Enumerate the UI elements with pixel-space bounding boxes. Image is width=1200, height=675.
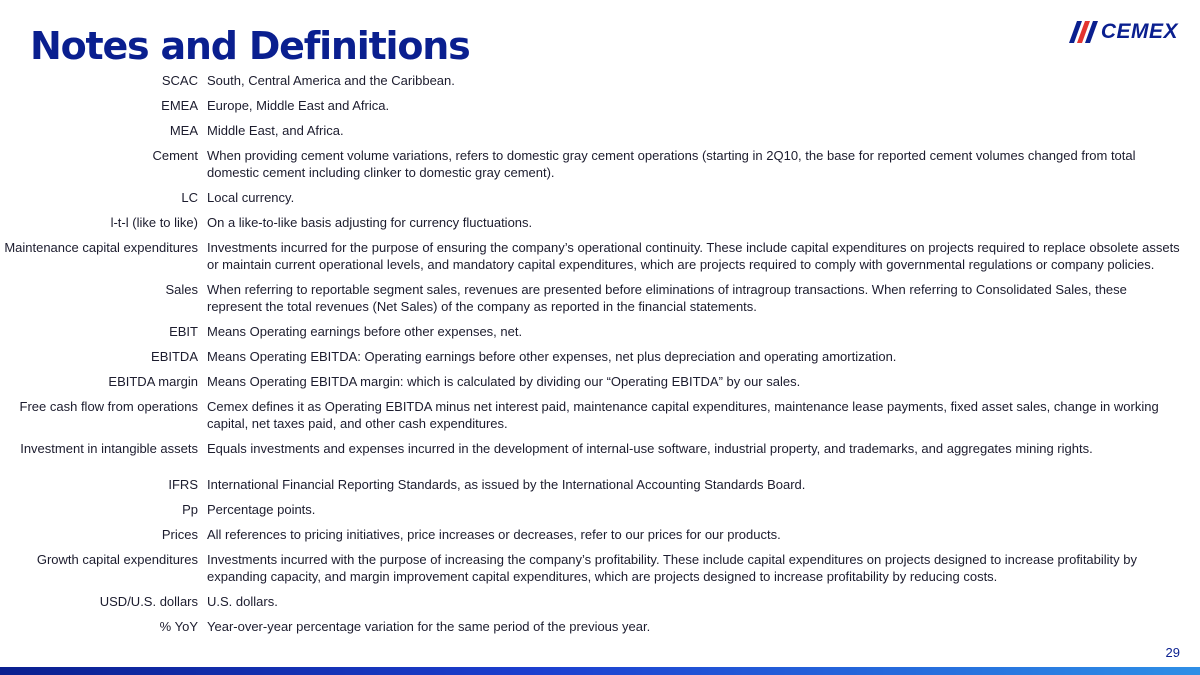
page-title: Notes and Definitions bbox=[30, 24, 470, 68]
definition-row bbox=[0, 476, 1190, 493]
definition-row bbox=[0, 373, 1190, 390]
cemex-stripes-icon bbox=[1069, 21, 1099, 43]
definition-description: On a like-to-like basis adjusting for currency fluctuations. bbox=[207, 215, 533, 230]
definition-row bbox=[0, 440, 1190, 457]
definition-term: EMEA bbox=[161, 98, 198, 113]
definition-term: EBITDA bbox=[151, 349, 198, 364]
definition-row bbox=[0, 526, 1190, 543]
definition-term: % YoY bbox=[159, 619, 198, 634]
logo-wordmark: CEMEX bbox=[1100, 20, 1178, 43]
definition-description: When providing cement volume variations, refers to domestic gray cement operations (starting in 2Q10, the base for reported cement volumes changed from total domestic cement including clinker to domestic gray cement). bbox=[207, 148, 1136, 180]
definition-term: EBITDA margin bbox=[108, 374, 198, 389]
definition-description: Local currency. bbox=[207, 190, 295, 205]
definition-description: Means Operating earnings before other expenses, net. bbox=[207, 324, 523, 339]
definition-description: Investments incurred with the purpose of increasing the company’s profitability. These include capital expenditures on projects designed to increase profitability by expanding capacity, and margin improvement capital expenditures, which are projects designed to increase profitability by reducing costs. bbox=[207, 552, 1138, 584]
definition-row bbox=[0, 239, 1190, 273]
definition-row bbox=[0, 72, 1190, 89]
definition-term: EBIT bbox=[169, 324, 198, 339]
definition-term: SCAC bbox=[161, 73, 198, 88]
definition-row bbox=[0, 593, 1190, 610]
definition-description: Means Operating EBITDA margin: which is calculated by dividing our “Operating EBITDA” by our sales. bbox=[207, 374, 801, 389]
definition-row bbox=[0, 501, 1190, 518]
footer-gradient-bar bbox=[0, 667, 1200, 675]
definition-description: Means Operating EBITDA: Operating earnings before other expenses, net plus depreciation and operating amortization. bbox=[207, 349, 897, 364]
definition-row bbox=[0, 214, 1190, 231]
definition-description: Middle East, and Africa. bbox=[207, 123, 344, 138]
definition-term: Growth capital expenditures bbox=[36, 552, 198, 567]
definition-row bbox=[0, 551, 1190, 585]
definition-term: Investment in intangible assets bbox=[20, 441, 198, 456]
definition-row bbox=[0, 122, 1190, 139]
definition-description: When referring to reportable segment sales, revenues are presented before eliminations of intragroup transactions. When referring to Consolidated Sales, these represent the total revenues (Net Sales) of the company as reported in the financial statements. bbox=[207, 282, 1127, 314]
cemex-logo bbox=[1069, 20, 1178, 44]
definition-row bbox=[0, 618, 1190, 635]
definition-term: Cement bbox=[152, 148, 198, 163]
definition-description: International Financial Reporting Standards, as issued by the International Accounting Standards Board. bbox=[207, 477, 806, 492]
definition-description: All references to pricing initiatives, price increases or decreases, refer to our prices for our products. bbox=[207, 527, 781, 542]
definition-row bbox=[0, 147, 1190, 181]
definition-description: Cemex defines it as Operating EBITDA minus net interest paid, maintenance capital expenditures, maintenance lease payments, fixed asset sales, change in working capital, net taxes paid, and other cash expenditures. bbox=[207, 399, 1159, 431]
definition-row bbox=[0, 281, 1190, 315]
definition-term: l-t-l (like to like) bbox=[110, 215, 198, 230]
definition-description: Investments incurred for the purpose of ensuring the company’s operational continuity. These include capital expenditures on projects required to replace obsolete assets or maintain current operational levels, and mandatory capital expenditures, which are projects required to comply with governmental regulations or company policies. bbox=[207, 240, 1180, 272]
definition-term: IFRS bbox=[168, 477, 198, 492]
definition-row bbox=[0, 97, 1190, 114]
definition-term: Free cash flow from operations bbox=[19, 399, 198, 414]
definition-row bbox=[0, 323, 1190, 340]
definition-term: Prices bbox=[161, 527, 198, 542]
definition-term: Maintenance capital expenditures bbox=[4, 240, 198, 255]
definition-description: Year-over-year percentage variation for the same period of the previous year. bbox=[207, 619, 651, 634]
definition-term: Sales bbox=[165, 282, 198, 297]
page-number: 29 bbox=[1165, 645, 1180, 660]
definition-term: LC bbox=[181, 190, 198, 205]
definition-description: Percentage points. bbox=[207, 502, 316, 517]
definition-description: U.S. dollars. bbox=[207, 594, 278, 609]
definition-description: South, Central America and the Caribbean. bbox=[207, 73, 455, 88]
definition-description: Equals investments and expenses incurred in the development of internal-use software, industrial property, and trademarks, and aggregates mining rights. bbox=[207, 441, 1093, 456]
definition-term: USD/U.S. dollars bbox=[99, 594, 198, 609]
definition-term: Pp bbox=[182, 502, 198, 517]
definition-term: MEA bbox=[169, 123, 198, 138]
definition-row bbox=[0, 348, 1190, 365]
definitions-list bbox=[0, 72, 1190, 635]
definition-description: Europe, Middle East and Africa. bbox=[207, 98, 390, 113]
definition-row bbox=[0, 398, 1190, 432]
definition-row bbox=[0, 189, 1190, 206]
